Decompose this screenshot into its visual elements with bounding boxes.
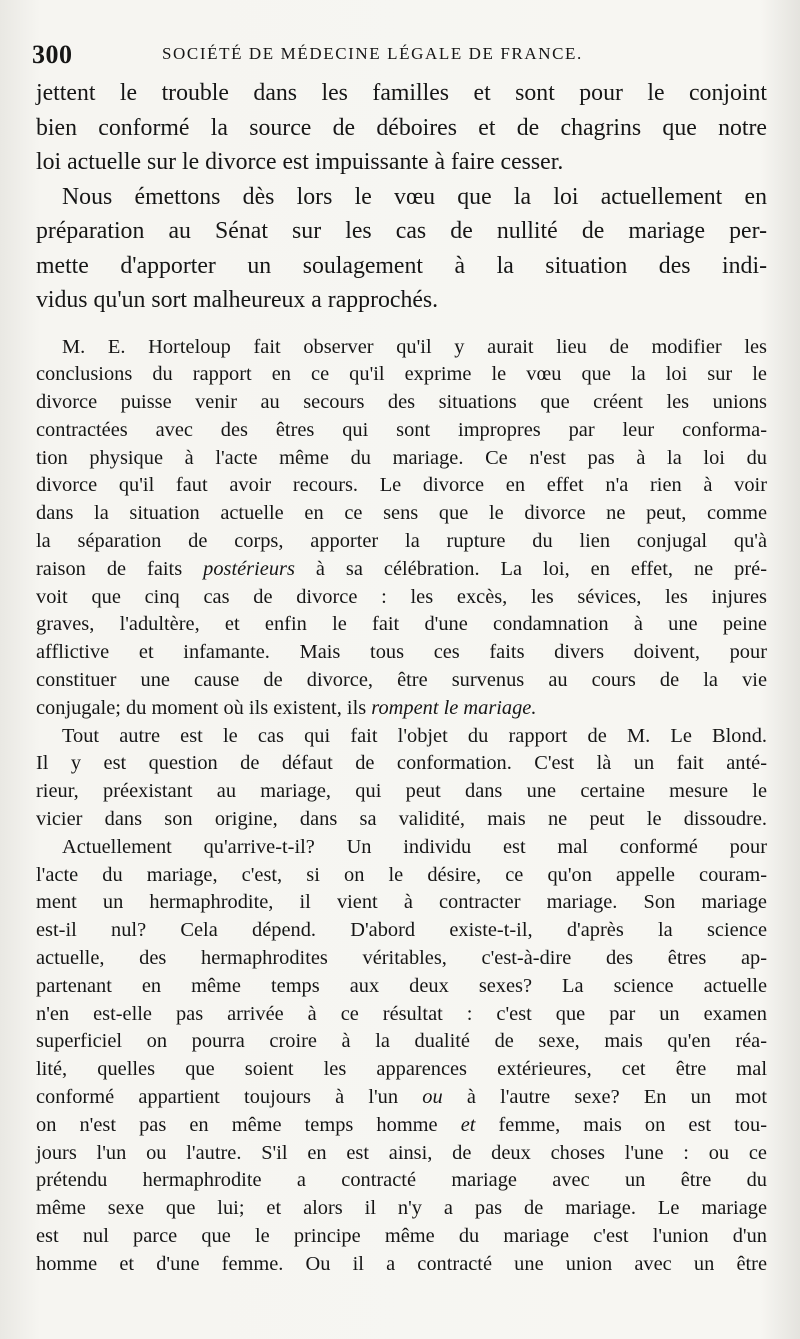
text-line: n'en est-elle pas arrivée à ce résultat : c'est que par un examen — [36, 1002, 767, 1025]
italic-run: postérieurs — [203, 557, 295, 580]
text-line: la séparation de corps, apporter la rupture du lien conjugal qu'à — [36, 530, 767, 553]
text-line: Actuellement qu'arrive-t-il? Un individu est mal conformé pour — [62, 835, 767, 858]
text-line: lité, quelles que soient les apparences extérieures, cet être mal — [36, 1058, 767, 1081]
text-line: divorce puisse venir au secours des situations que créent les unions — [36, 391, 767, 414]
text-line: M. E. Horteloup fait observer qu'il y aurait lieu de modifier les — [62, 335, 767, 358]
italic-run: et — [460, 1113, 476, 1136]
text-line: tion physique à l'acte même du mariage. Ce n'est pas à la loi du — [36, 446, 767, 469]
text-line: afflictive et infamante. Mais tous ces faits divers doivent, pour — [36, 641, 767, 664]
text-line: conclusions du rapport en ce qu'il exprime le vœu que la loi sur le — [36, 363, 767, 386]
page-number: 300 — [32, 40, 73, 69]
text-line: contractées avec des êtres qui sont impropres par leur conforma- — [36, 418, 767, 441]
text-line: prétendu hermaphrodite a contracté mariage avec un être du — [36, 1169, 767, 1192]
text-line: jettent le trouble dans les familles et sont pour le conjoint — [36, 80, 767, 106]
text-run: conformé appartient toujours à l'un — [36, 1086, 423, 1109]
text-line: voit que cinq cas de divorce : les excès, les sévices, les injures — [36, 585, 767, 608]
text-line: superficiel on pourra croire à la dualité de sexe, mais qu'en réa- — [36, 1030, 767, 1053]
text-line: vicier dans son origine, dans sa validité, mais ne peut le dissoudre. — [36, 808, 767, 831]
text-line: graves, l'adultère, et enfin le fait d'une condamnation à une peine — [36, 613, 767, 636]
text-line: Il y est question de défaut de conformation. C'est là un fait anté- — [36, 752, 767, 775]
paragraph-voeu — [36, 180, 767, 318]
text-line: même sexe que lui; et alors il n'y a pas de mariage. Le mariage — [36, 1197, 767, 1220]
text-line: partenant en même temps aux deux sexes? La science actuelle — [36, 974, 767, 997]
text-line: actuelle, des hermaphrodites véritables, c'est-à-dire des êtres ap- — [36, 947, 767, 970]
text-run: on n'est pas en même temps homme — [36, 1113, 461, 1136]
text-line: vidus qu'un sort malheureux a rapprochés. — [36, 287, 439, 313]
text-line — [36, 1112, 767, 1140]
paragraph-horteloup — [36, 334, 767, 723]
text-line: mette d'apporter un soulagement à la situation des indi- — [36, 252, 767, 279]
text-run: conjugale; du moment où ils existent, ils — [36, 696, 372, 719]
text-line: l'acte du mariage, c'est, si on le désire, ce qu'on appelle couram- — [36, 863, 767, 886]
italic-run: rompent le mariage. — [371, 696, 537, 719]
paragraph-hermaphrodite — [36, 834, 767, 1279]
text-line — [36, 556, 767, 584]
text-line: jours l'un ou l'autre. S'il en est ainsi, de deux choses l'une : ou ce — [36, 1141, 767, 1164]
text-line — [36, 695, 767, 723]
text-run: femme, mais on est tou- — [475, 1113, 767, 1136]
text-line: loi actuelle sur le divorce est impuissante à faire cesser. — [36, 149, 564, 175]
text-line: est nul parce que le principe même du mariage c'est l'union d'un — [36, 1225, 767, 1247]
text-run: à l'autre sexe? En un mot — [442, 1086, 767, 1109]
paragraph-conclusion-end — [36, 76, 767, 180]
body-text — [36, 76, 767, 1279]
text-line: ment un hermaphrodite, il vient à contracter mariage. Son mariage — [36, 891, 767, 914]
text-line: Tout autre est le cas qui fait l'objet du rapport de M. Le Blond. — [62, 724, 767, 747]
paragraph-gap — [36, 318, 767, 334]
text-line: bien conformé la source de déboires et de chagrins que notre — [36, 114, 767, 141]
running-head: SOCIÉTÉ DE MÉDECINE LÉGALE DE FRANCE. — [162, 44, 583, 63]
text-line — [36, 1084, 767, 1112]
text-line: est-il nul? Cela dépend. D'abord existe-t-il, d'après la science — [36, 919, 767, 942]
text-run: raison de faits — [36, 557, 204, 580]
italic-run: ou — [422, 1086, 443, 1109]
text-line: rieur, préexistant au mariage, qui peut dans une certaine mesure le — [36, 780, 767, 803]
text-run: à sa célébration. La loi, en effet, ne pré- — [294, 557, 767, 580]
text-line: homme et d'une femme. Ou il a contracté une union avec un être — [36, 1252, 767, 1275]
text-line: dans la situation actuelle en ce sens que le divorce ne peut, comme — [36, 502, 767, 525]
text-line: divorce qu'il faut avoir recours. Le divorce en effet n'a rien à voir — [36, 474, 767, 497]
paragraph-le-blond — [36, 723, 767, 834]
text-line: Nous émettons dès lors le vœu que la loi actuellement en — [62, 183, 767, 210]
text-line: constituer une cause de divorce, être survenus au cours de la vie — [36, 669, 767, 692]
text-line: préparation au Sénat sur les cas de nullité de mariage per- — [36, 218, 767, 244]
